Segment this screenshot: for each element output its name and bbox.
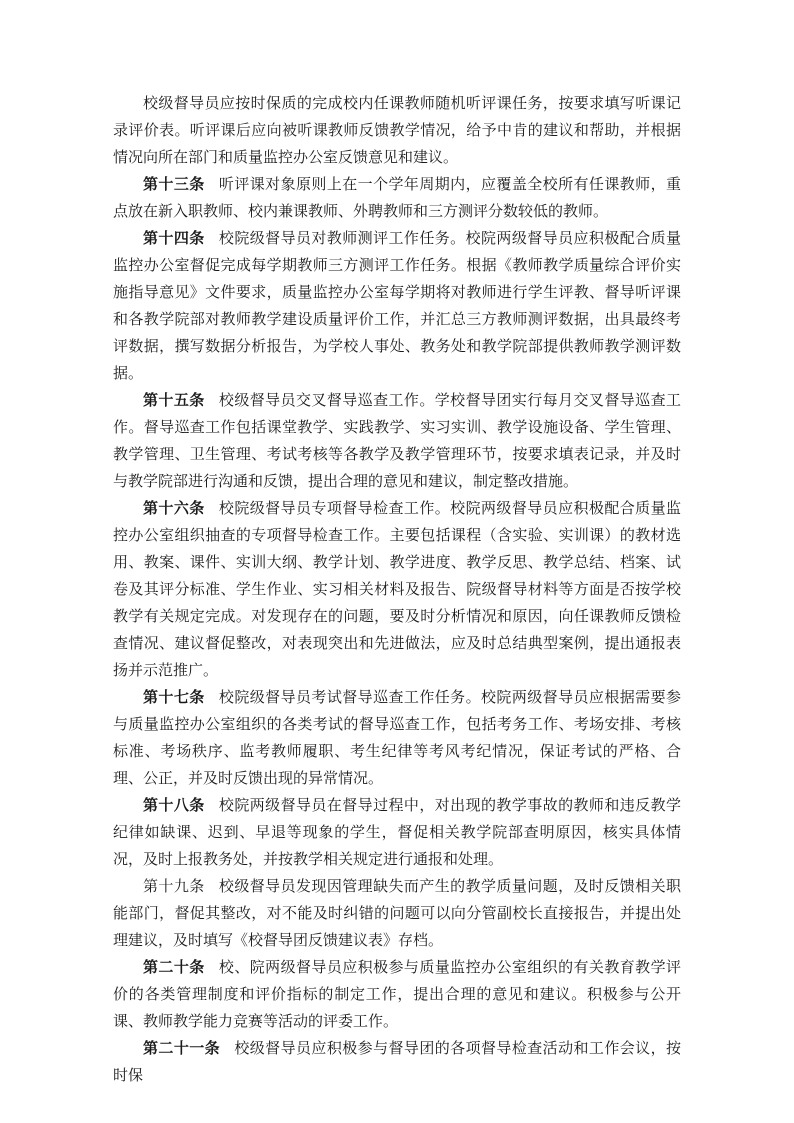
paragraph-article-20 — [113, 955, 681, 1036]
article-number: 第十五条 — [143, 393, 205, 409]
paragraph-intro — [113, 91, 681, 172]
paragraph-article-15 — [113, 388, 681, 496]
paragraph-text: 校级督导员应积极参与督导团的各项督导检查活动和工作会议，按时保 — [113, 1041, 681, 1084]
paragraph-text: 校级督导员交叉督导巡查工作。学校督导团实行每月交叉督导巡查工作。督导巡查工作包括课堂教学、实践教学、实习实训、教学设施设备、学生管理、教学管理、卫生管理、考试考核等各教学及教学管理环节，按要求填表记录，并及时与教学院部进行沟通和反馈，提出合理的意见和建议，制定整改措施。 — [113, 393, 681, 490]
article-number: 第十九条 — [143, 879, 205, 895]
article-number: 第十六条 — [143, 501, 205, 517]
paragraph-article-18 — [113, 793, 681, 874]
article-number: 第十四条 — [143, 231, 205, 247]
paragraph-text: 校级督导员应按时保质的完成校内任课教师随机听评课任务，按要求填写听课记录评价表。听评课后应向被听课教师反馈教学情况，给予中肯的建议和帮助，并根据情况向所在部门和质量监控办公室反馈意见和建议。 — [113, 96, 681, 166]
article-number: 第二十条 — [143, 960, 205, 976]
paragraph-text: 校、院两级督导员应积极参与质量监控办公室组织的有关教育教学评价的各类管理制度和评价指标的制定工作，提出合理的意见和建议。积极参与公开课、教师教学能力竞赛等活动的评委工作。 — [113, 960, 681, 1030]
article-number: 第十三条 — [143, 177, 205, 193]
document-content — [113, 91, 681, 1090]
paragraph-text: 校院级督导员对教师测评工作任务。校院两级督导员应积极配合质量监控办公室督促完成每学期教师三方测评工作任务。根据《教师教学质量综合评价实施指导意见》文件要求，质量监控办公室每学期将对教师进行学生评教、督导听评课和各教学院部对教师教学建设质量评价工作，并汇总三方教师测评数据，出具最终考评数据，撰写数据分析报告，为学校人事处、教务处和教学院部提供教师教学测评数据。 — [113, 231, 681, 382]
paragraph-article-21 — [113, 1036, 681, 1090]
article-number: 第十七条 — [143, 690, 205, 706]
paragraph-article-14 — [113, 226, 681, 388]
paragraph-article-16 — [113, 496, 681, 685]
article-number: 第十八条 — [143, 798, 205, 814]
paragraph-text: 校院级督导员专项督导检查工作。校院两级督导员应积极配合质量监控办公室组织抽查的专项督导检查工作。主要包括课程（含实验、实训课）的教材选用、教案、课件、实训大纲、教学计划、教学进度、教学反思、教学总结、档案、试卷及其评分标准、学生作业、实习相关材料及报告、院级督导材料等方面是否按学校教学有关规定完成。对发现存在的问题，要及时分析情况和原因，向任课教师反馈检查情况、建议督促整改，对表现突出和先进做法，应及时总结典型案例，提出通报表扬并示范推广。 — [113, 501, 681, 679]
paragraph-article-17 — [113, 685, 681, 793]
paragraph-text: 听评课对象原则上在一个学年周期内，应覆盖全校所有任课教师，重点放在新入职教师、校内兼课教师、外聘教师和三方测评分数较低的教师。 — [113, 177, 681, 220]
paragraph-text: 校院两级督导员在督导过程中，对出现的教学事故的教师和违反教学纪律如缺课、迟到、早退等现象的学生，督促相关教学院部查明原因，核实具体情况，及时上报教务处，并按教学相关规定进行通报和处理。 — [113, 798, 681, 868]
article-number: 第二十一条 — [143, 1041, 221, 1057]
paragraph-article-13 — [113, 172, 681, 226]
paragraph-text: 校级督导员发现因管理缺失而产生的教学质量问题，及时反馈相关职能部门，督促其整改，对不能及时纠错的问题可以向分管副校长直接报告，并提出处理建议，及时填写《校督导团反馈建议表》存档。 — [113, 879, 681, 949]
paragraph-article-19 — [113, 874, 681, 955]
paragraph-text: 校院级督导员考试督导巡查工作任务。校院两级督导员应根据需要参与质量监控办公室组织的各类考试的督导巡查工作，包括考务工作、考场安排、考核标准、考场秩序、监考教师履职、考生纪律等考风考纪情况，保证考试的严格、合理、公正，并及时反馈出现的异常情况。 — [113, 690, 681, 787]
